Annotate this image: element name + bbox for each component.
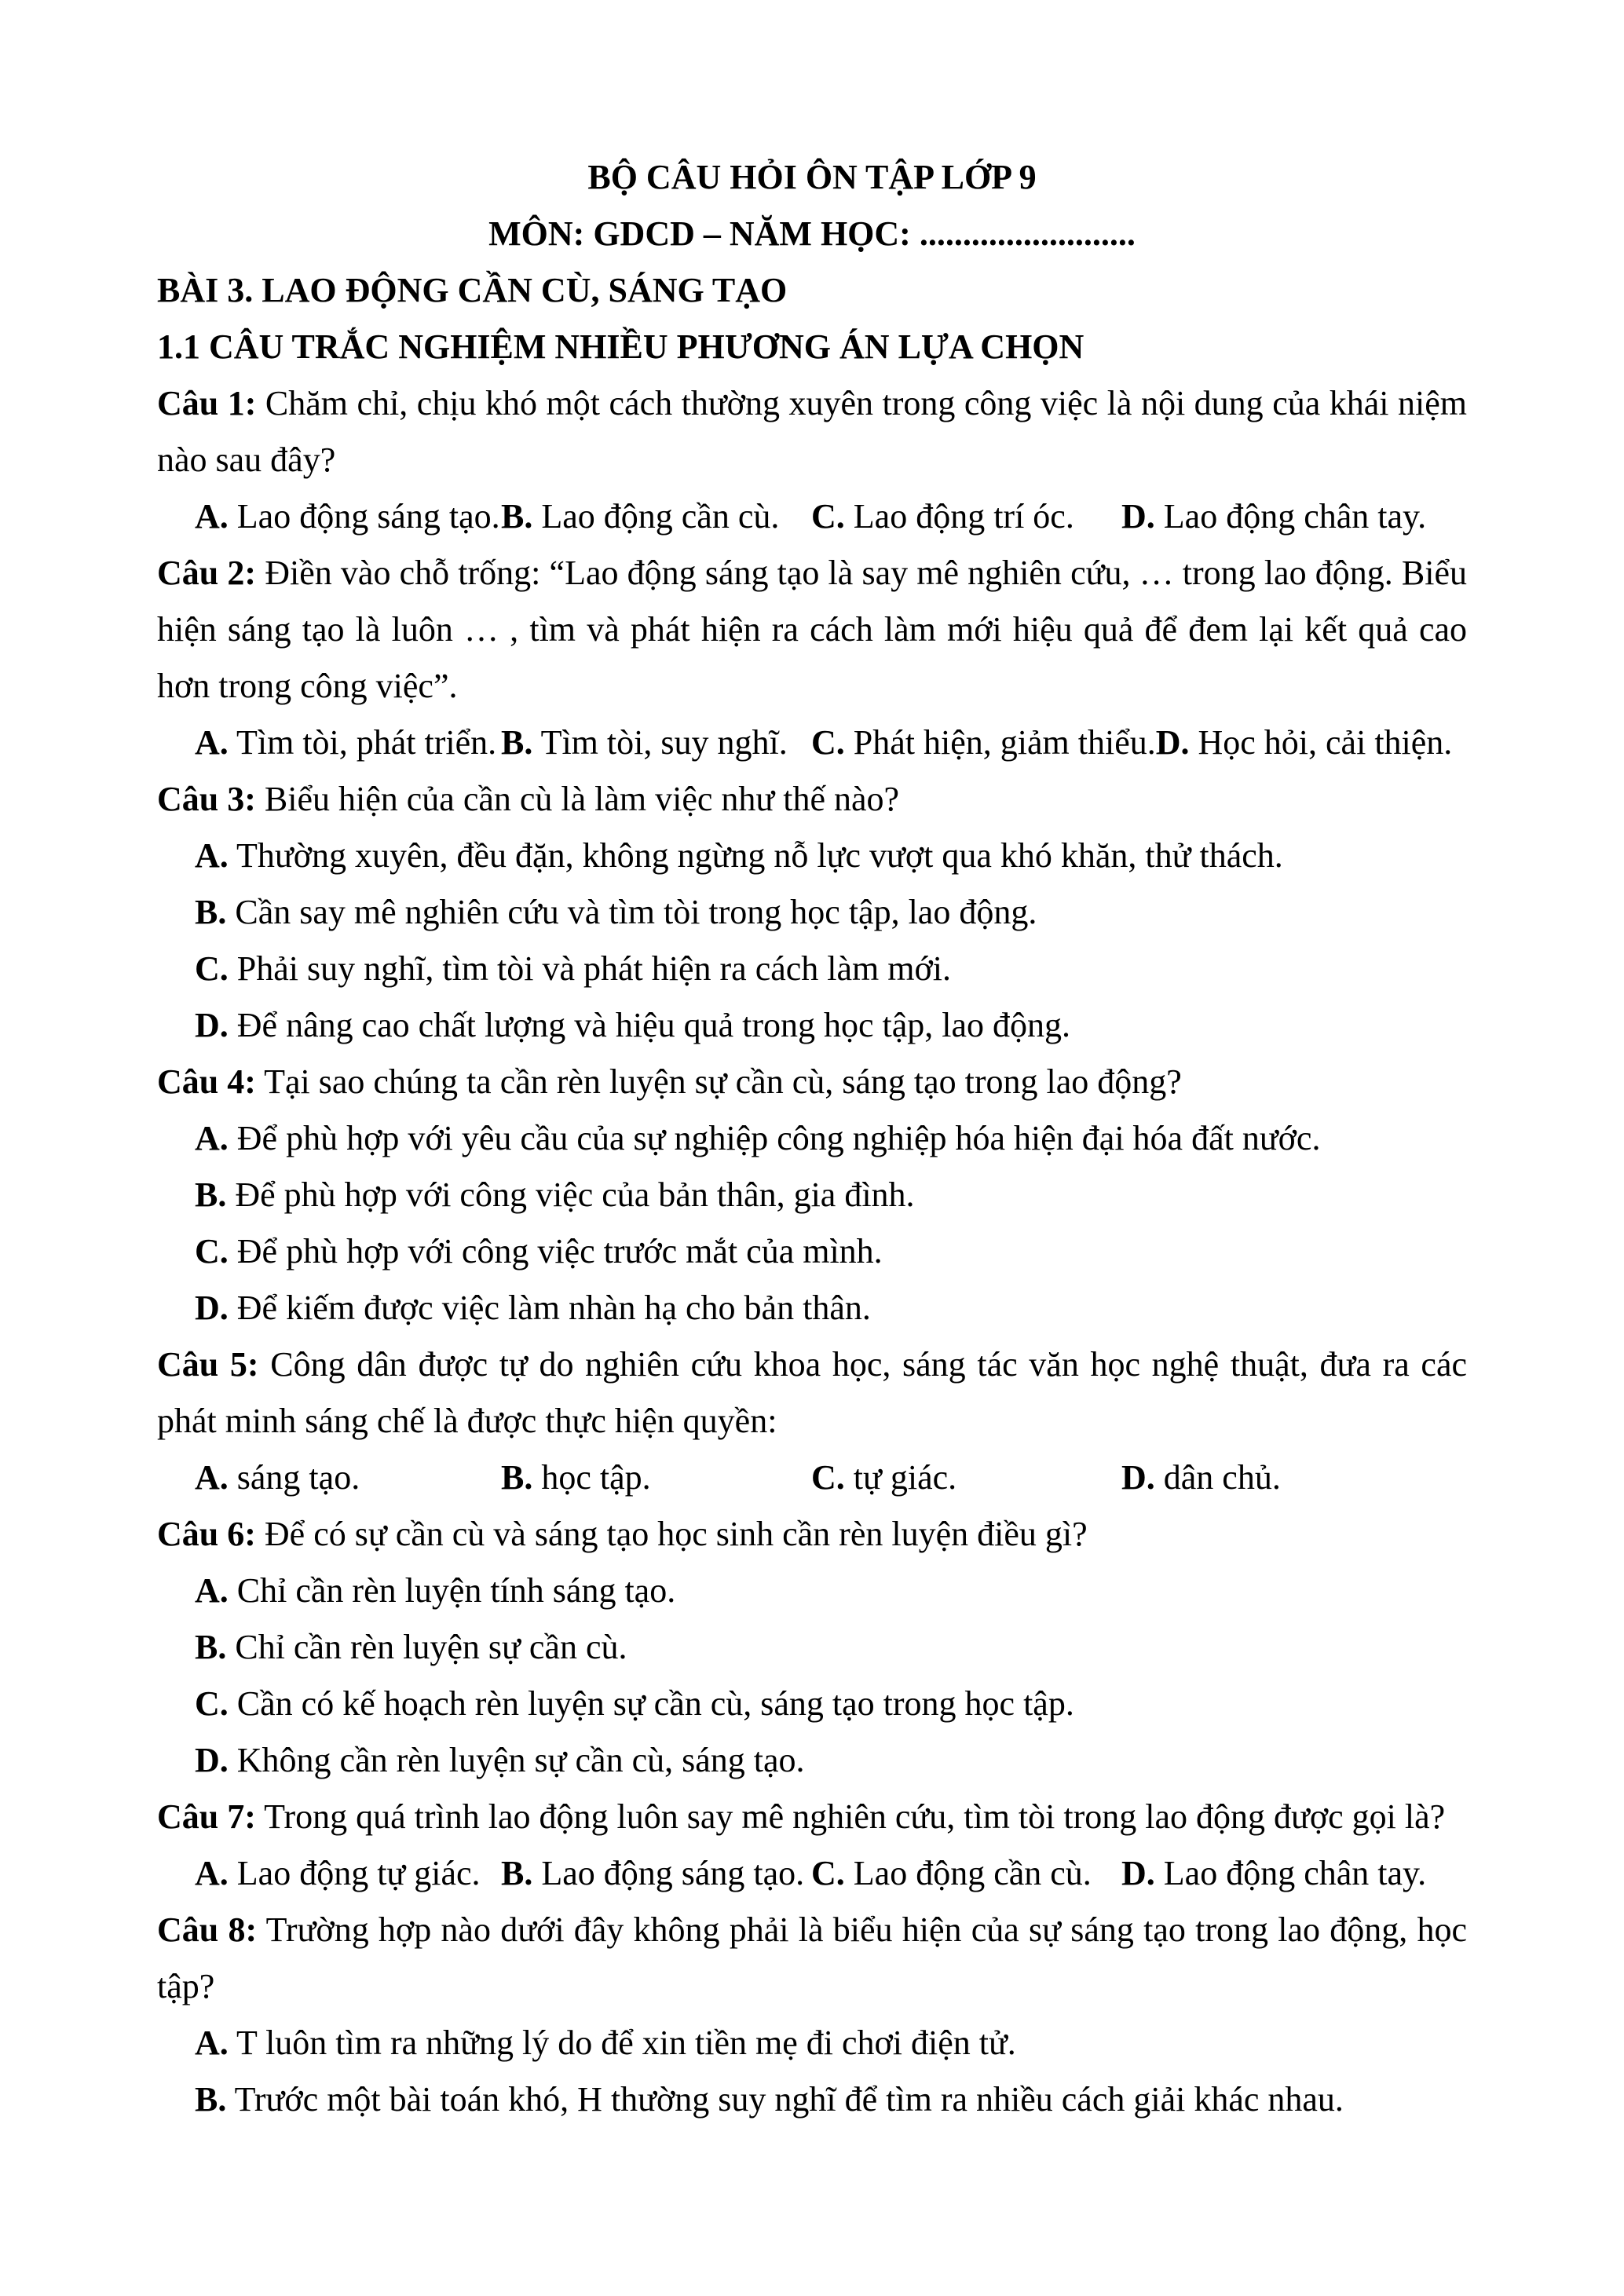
question-6-label: Câu 6: — [157, 1515, 256, 1553]
option-letter: B. — [195, 1175, 227, 1214]
question-4-text — [157, 1054, 1467, 1110]
option-text: Lao động cần cù. — [541, 497, 780, 536]
question-8-text — [157, 1902, 1467, 2015]
question-5-label: Câu 5: — [157, 1345, 259, 1384]
option-letter: B. — [501, 497, 533, 536]
option-text: Để phù hợp với yêu cầu của sự nghiệp công nghiệp hóa hiện đại hóa đất nước. — [236, 1119, 1321, 1157]
question-3-option-c — [157, 941, 1467, 997]
option-letter: B. — [501, 1458, 533, 1497]
question-6-option-d — [157, 1732, 1467, 1789]
option-text: Không cần rèn luyện sự cần cù, sáng tạo. — [236, 1741, 805, 1779]
option-letter: B. — [195, 893, 227, 931]
option-text: học tập. — [541, 1458, 651, 1497]
option-text: Để phù hợp với công việc trước mắt của mình. — [236, 1232, 883, 1270]
option-text: T luôn tìm ra những lý do để xin tiền mẹ đi chơi điện tử. — [236, 2024, 1016, 2062]
question-5-body: Công dân được tự do nghiên cứu khoa học, sáng tác văn học nghệ thuật, đưa ra các phát minh sáng chế là được thực hiện quyền: — [157, 1345, 1468, 1440]
page-title: BỘ CÂU HỎI ÔN TẬP LỚP 9 — [587, 158, 1037, 196]
option-text: Lao động chân tay. — [1163, 497, 1427, 536]
option-letter: C. — [811, 497, 845, 536]
section-heading: 1.1 CÂU TRẮC NGHIỆM NHIỀU PHƯƠNG ÁN LỰA CHỌN — [157, 327, 1084, 366]
question-3-body: Biểu hiện của cần cù là làm việc như thế nào? — [264, 780, 900, 818]
option-text: sáng tạo. — [236, 1458, 360, 1497]
question-8-option-b — [157, 2071, 1467, 2128]
question-5-options — [157, 1450, 1467, 1506]
option-letter: B. — [501, 1854, 533, 1892]
question-1-option-a — [195, 488, 501, 545]
question-5-option-c — [811, 1450, 1121, 1506]
question-2-option-a — [195, 715, 501, 771]
question-5-option-d — [1121, 1450, 1281, 1506]
option-text: Để nâng cao chất lượng và hiệu quả trong học tập, lao động. — [236, 1006, 1071, 1044]
question-4-option-b — [157, 1167, 1467, 1223]
option-text: Lao động cần cù. — [853, 1854, 1092, 1892]
question-7-option-b — [501, 1845, 811, 1902]
question-2-option-b — [501, 715, 811, 771]
option-text: Học hỏi, cải thiện. — [1198, 723, 1453, 762]
option-letter: A. — [195, 836, 229, 875]
option-letter: B. — [195, 2080, 227, 2119]
question-7-option-a — [195, 1845, 501, 1902]
question-1-text — [157, 375, 1467, 488]
option-text: Chỉ cần rèn luyện tính sáng tạo. — [236, 1571, 676, 1610]
option-text: Tìm tòi, phát triển. — [236, 723, 497, 762]
question-7-option-d — [1121, 1845, 1426, 1902]
question-2-label: Câu 2: — [157, 554, 257, 592]
option-text: Chỉ cần rèn luyện sự cần cù. — [235, 1628, 627, 1666]
option-letter: A. — [195, 1854, 229, 1892]
option-letter: D. — [195, 1006, 229, 1044]
question-7-option-c — [811, 1845, 1121, 1902]
option-letter: C. — [195, 1232, 229, 1270]
question-6-option-a — [157, 1563, 1467, 1619]
option-letter: B. — [501, 723, 533, 762]
question-2-text — [157, 545, 1467, 715]
question-4-option-d — [157, 1280, 1467, 1336]
question-2-options — [157, 715, 1467, 771]
option-text: Lao động sáng tạo. — [236, 497, 500, 536]
option-letter: D. — [1121, 1854, 1155, 1892]
question-7-options — [157, 1845, 1467, 1902]
question-1-option-c — [811, 488, 1121, 545]
question-7-label: Câu 7: — [157, 1797, 256, 1836]
option-letter: D. — [195, 1289, 229, 1327]
option-letter: A. — [195, 723, 229, 762]
option-text: Tìm tòi, suy nghĩ. — [540, 723, 788, 762]
option-letter: C. — [195, 1684, 229, 1723]
option-text: Lao động tự giác. — [236, 1854, 481, 1892]
question-7-body: Trong quá trình lao động luôn say mê nghiên cứu, tìm tòi trong lao động được gọi là? — [264, 1797, 1446, 1836]
option-letter: B. — [195, 1628, 227, 1666]
question-3-label: Câu 3: — [157, 780, 256, 818]
question-7-text — [157, 1789, 1467, 1845]
question-1-option-d — [1121, 488, 1426, 545]
option-letter: C. — [811, 723, 845, 762]
question-6-option-b — [157, 1619, 1467, 1676]
question-2-option-c — [811, 715, 1156, 771]
question-5-option-a — [195, 1450, 501, 1506]
option-letter: A. — [195, 1458, 229, 1497]
question-3-option-a — [157, 828, 1467, 884]
question-1-options — [157, 488, 1467, 545]
option-text: Lao động sáng tạo. — [541, 1854, 805, 1892]
question-5-text — [157, 1336, 1467, 1450]
question-5-option-b — [501, 1450, 811, 1506]
question-6-option-c — [157, 1676, 1467, 1732]
question-3-option-d — [157, 997, 1467, 1054]
question-3-option-b — [157, 884, 1467, 941]
question-8-label: Câu 8: — [157, 1910, 258, 1949]
question-2-option-d — [1156, 715, 1453, 771]
option-letter: A. — [195, 497, 229, 536]
question-2-body: Điền vào chỗ trống: “Lao động sáng tạo là say mê nghiên cứu, … trong lao động. Biểu hiện sáng tạo là luôn … , tìm và phát hiện ra cách làm mới hiệu quả để đem lại kết quả cao hơn trong công việc”. — [157, 554, 1468, 705]
option-text: Trước một bài toán khó, H thường suy nghĩ để tìm ra nhiều cách giải khác nhau. — [234, 2080, 1344, 2119]
option-text: Cần say mê nghiên cứu và tìm tòi trong học tập, lao động. — [235, 893, 1037, 931]
option-letter: A. — [195, 1119, 229, 1157]
lesson-heading: BÀI 3. LAO ĐỘNG CẦN CÙ, SÁNG TẠO — [157, 271, 788, 309]
question-1-label: Câu 1: — [157, 384, 257, 422]
option-letter: A. — [195, 1571, 229, 1610]
option-letter: D. — [1155, 723, 1190, 762]
option-letter: C. — [195, 949, 229, 988]
option-text: Để kiếm được việc làm nhàn hạ cho bản thân. — [236, 1289, 871, 1327]
option-letter: D. — [195, 1741, 229, 1779]
question-4-option-a — [157, 1110, 1467, 1167]
option-text: Lao động trí óc. — [853, 497, 1074, 536]
page-subtitle: MÔN: GDCD – NĂM HỌC: ......................... — [488, 214, 1136, 253]
option-text: Phải suy nghĩ, tìm tòi và phát hiện ra cách làm mới. — [236, 949, 951, 988]
question-1-option-b — [501, 488, 811, 545]
question-4-label: Câu 4: — [157, 1062, 256, 1101]
question-3-text — [157, 771, 1467, 828]
question-4-body: Tại sao chúng ta cần rèn luyện sự cần cù, sáng tạo trong lao động? — [264, 1062, 1182, 1101]
option-letter: A. — [195, 2024, 229, 2062]
question-4-option-c — [157, 1223, 1467, 1280]
option-text: Phát hiện, giảm thiểu. — [853, 723, 1156, 762]
question-8-option-a — [157, 2015, 1467, 2071]
question-6-body: Để có sự cần cù và sáng tạo học sinh cần rèn luyện điều gì? — [264, 1515, 1088, 1553]
option-text: Để phù hợp với công việc của bản thân, gia đình. — [235, 1175, 915, 1214]
question-1-body: Chăm chỉ, chịu khó một cách thường xuyên trong công việc là nội dung của khái niệm nào sau đây? — [157, 384, 1467, 479]
option-text: tự giác. — [853, 1458, 957, 1497]
option-letter: C. — [811, 1458, 845, 1497]
option-text: dân chủ. — [1163, 1458, 1281, 1497]
option-text: Cần có kế hoạch rèn luyện sự cần cù, sáng tạo trong học tập. — [236, 1684, 1074, 1723]
option-letter: D. — [1121, 1458, 1155, 1497]
option-text: Lao động chân tay. — [1163, 1854, 1427, 1892]
option-letter: D. — [1121, 497, 1155, 536]
question-6-text — [157, 1506, 1467, 1563]
option-text: Thường xuyên, đều đặn, không ngừng nỗ lực vượt qua khó khăn, thử thách. — [236, 836, 1283, 875]
question-8-body: Trường hợp nào dưới đây không phải là biểu hiện của sự sáng tạo trong lao động, học tập? — [157, 1910, 1467, 2005]
option-letter: C. — [811, 1854, 845, 1892]
